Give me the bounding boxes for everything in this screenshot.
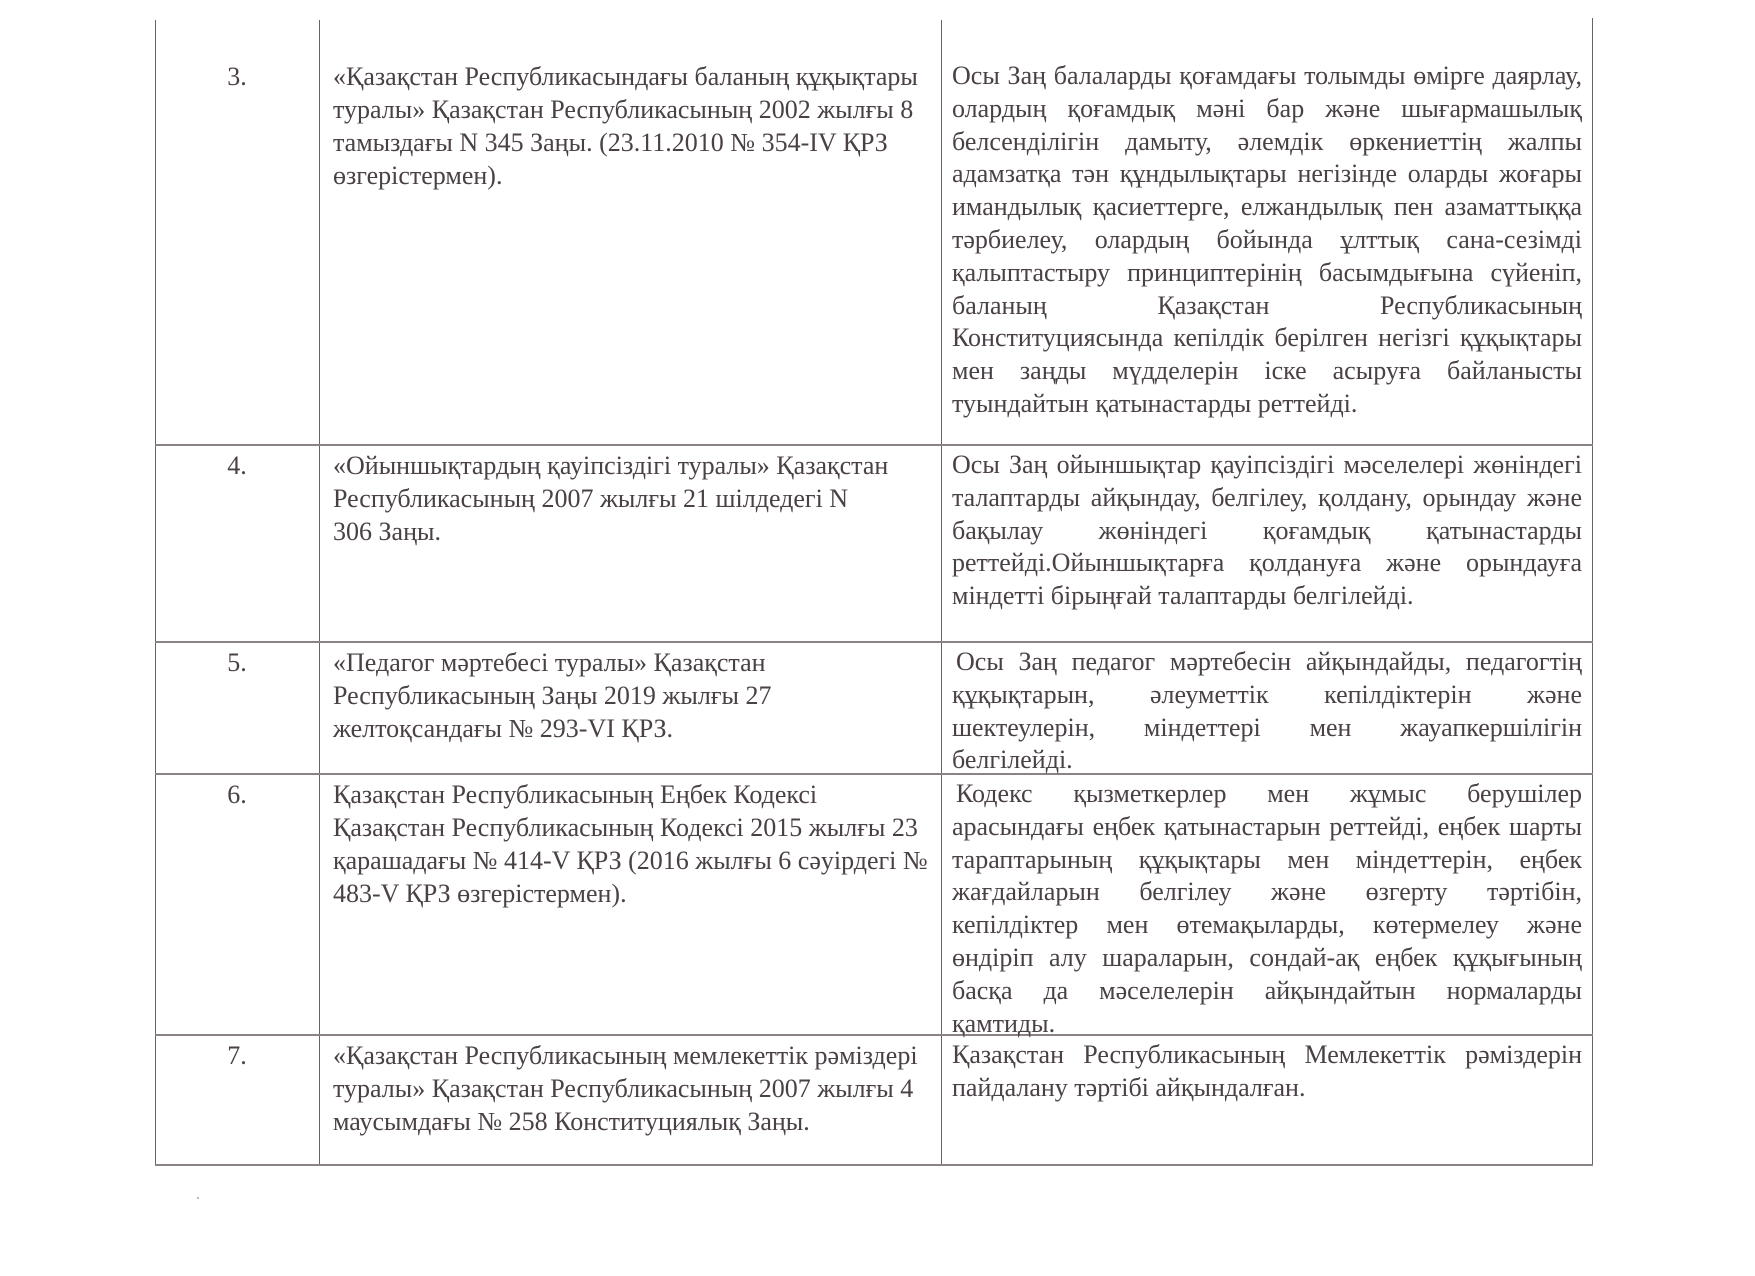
table-border-right <box>1592 18 1593 1166</box>
table-border-bottom <box>155 1164 1593 1166</box>
row-number: 3. <box>227 62 247 91</box>
law-description: Осы Заң балаларды қоғамдағы толымды өмірге даярлау, олардың қоғамдық мәні бар және шығармашылық белсенділігін дамыту, әлемдік өркениеттің жалпы адамзатқа тән құндылықтары негізінде оларды жоғары имандылық қасиеттерге, елжандылық пен азаматтыққа тәрбиелеу, олардың бойында ұлттық сана-сезімді қалыптастыру принциптерінің басымдығына сүйеніп, баланың Қазақстан Республикасының Конституциясында кепілдік берілген негізгі құқықтары мен заңды мүдделерін іске асыруға байланысты туындайтын қатынастарды реттейді. <box>952 61 1582 418</box>
law-title: «Қазақстан Республикасының мемлекеттік рәміздері туралы» Қазақстан Республикасының 2007 жылғы 4 маусымдағы № 258 Конституциялық Заңы. <box>333 1041 918 1136</box>
scan-speck <box>197 1197 199 1199</box>
table-border-left <box>155 20 156 1166</box>
row-number: 6. <box>227 780 247 809</box>
row-number: 7. <box>227 1041 247 1070</box>
column-divider-2 <box>941 20 942 1166</box>
law-description: Осы Заң педагог мәртебесін айқындайды, педагогтің құқықтарын, әлеуметтік кепілдіктерін және шектеулерін, міндеттері мен жауапкершілігін белгілейді. <box>952 647 1582 775</box>
row-number: 5. <box>227 648 247 677</box>
law-title: Қазақстан Республикасының Еңбек Кодексі Қазақстан Республикасының Кодексі 2015 жылғы 23 қарашадағы № 414-V ҚРЗ (2016 жылғы 6 сәуірдегі № 483-V ҚРЗ өзгерістермен). <box>333 780 928 908</box>
row-separator-5 <box>155 641 1593 643</box>
law-title: «Ойыншықтардың қауіпсіздігі туралы» Қазақстан Республикасының 2007 жылғы 21 шілдедегі N 306 Заңы. <box>333 451 889 546</box>
law-title: «Қазақстан Республикасындағы баланың құқықтары туралы» Қазақстан Республикасының 2002 жылғы 8 тамыздағы N 345 Заңы. (23.11.2010 № 354-IV ҚРЗ өзгерістермен). <box>333 62 918 190</box>
law-description: Қазақстан Республикасының Мемлекеттік рәміздерін пайдалану тәртібі айқындалған. <box>952 1040 1582 1102</box>
row-separator-4 <box>155 444 1593 446</box>
column-divider-1 <box>319 20 320 1166</box>
law-description: Осы Заң ойыншықтар қауіпсіздігі мәселелері жөніндегі талаптарды айқындау, белгілеу, қолдану, орындау және бақылау жөніндегі қоғамдық қатынастарды реттейді.Ойыншықтарға қолдануға және орындауға міндетті бірыңғай талаптарды белгілейді. <box>952 450 1582 611</box>
row-number: 4. <box>227 451 247 480</box>
law-description: Кодекс қызметкерлер мен жұмыс берушілер арасындағы еңбек қатынастарын реттейді, еңбек шарты тараптарының құқықтары мен міндеттерін, еңбек жағдайларын белгілеу және өзгерту тәртібін, кепілдіктер мен өтемақыларды, көтермелеу және өндіріп алу шараларын, сондай-ақ еңбек құқығының басқа да мәселелерін айқындайтын нормаларды қамтиды. <box>952 779 1582 1038</box>
law-title: «Педагог мәртебесі туралы» Қазақстан Республикасының Заңы 2019 жылғы 27 желтоқсандағы № 293-VI ҚРЗ. <box>333 648 772 743</box>
